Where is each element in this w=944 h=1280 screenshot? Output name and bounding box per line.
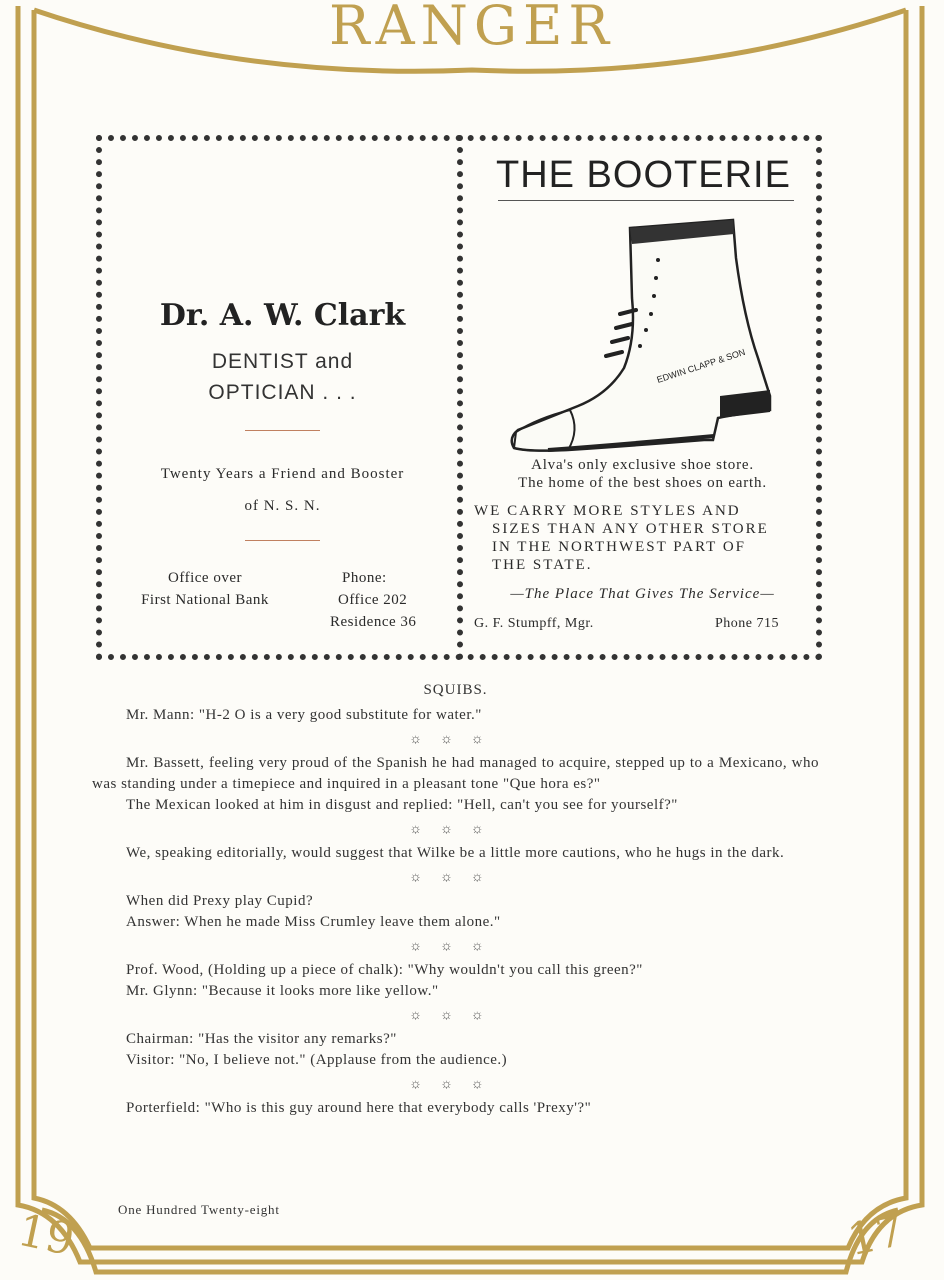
clark-friend-line2: of N. S. N. [244, 498, 321, 514]
squib-paragraph: We, speaking editorially, would suggest that Wilke be a little more cautions, who he hugs in the dark. [126, 845, 785, 861]
squib-paragraph: Prof. Wood, (Holding up a piece of chalk): "Why wouldn't you call this green?" [126, 962, 643, 978]
clark-rule-bottom [245, 540, 320, 541]
squib-paragraph: Chairman: "Has the visitor any remarks?" [126, 1031, 397, 1047]
shoe-brand-text: EDWIN CLAPP & SON [655, 346, 747, 385]
squib-paragraph: Visitor: "No, I believe not." (Applause from the audience.) [126, 1052, 508, 1068]
page-number-text: One Hundred Twenty-eight [118, 1202, 280, 1217]
booterie-carry-line2: SIZES THAN ANY OTHER STORE [492, 521, 769, 537]
squib-paragraph: Porterfield: "Who is this guy around here that everybody calls 'Prexy'?" [126, 1100, 592, 1116]
clark-office-line1: Office over [168, 570, 242, 586]
booterie-manager: G. F. Stumpff, Mgr. [474, 616, 594, 631]
booterie-tag-line1: Alva's only exclusive shoe store. [531, 457, 754, 473]
section-separator-stars: ☼☼☼ [409, 732, 502, 747]
squib-paragraph: Mr. Bassett, feeling very proud of the Spanish he had managed to acquire, stepped up to a Mexicano, who was standing under a timepiece and inquired in a pleasant tone "Que hora es?" [92, 755, 819, 792]
clark-office [120, 567, 290, 611]
clark-phone-label: Phone: [342, 570, 387, 586]
booterie-tag-line2: The home of the best shoes on earth. [518, 475, 767, 491]
clark-office-line2: First National Bank [141, 592, 269, 608]
squib-paragraph: Mr. Glynn: "Because it looks more like yellow." [126, 983, 439, 999]
clark-phone-office: Office 202 [338, 592, 408, 608]
boot-illustration-icon [508, 218, 778, 456]
clark-rule-top [245, 430, 320, 431]
year-left-text: 19 [13, 1204, 79, 1267]
section-separator-stars: ☼☼☼ [409, 870, 502, 885]
booterie-carry-text [474, 502, 814, 574]
booterie-title-rule [498, 200, 794, 201]
booterie-phone: Phone 715 [715, 616, 779, 631]
section-separator-stars: ☼☼☼ [409, 822, 502, 837]
clark-name: Dr. A. W. Clark [159, 298, 406, 333]
clark-phone [330, 567, 450, 633]
clark-friend-line1: Twenty Years a Friend and Booster [160, 466, 405, 482]
clark-title-line1: DENTIST and [211, 350, 354, 373]
squib-paragraph: Mr. Mann: "H-2 O is a very good substitute for water." [126, 707, 482, 723]
clark-friend-text [110, 458, 455, 522]
ad-block-divider [457, 135, 463, 660]
squibs-heading: SQUIBS. [423, 682, 488, 698]
masthead-title: RANGER [328, 0, 616, 57]
clark-phone-residence: Residence 36 [330, 614, 417, 630]
section-separator-stars: ☼☼☼ [409, 939, 502, 954]
booterie-carry-line1: WE CARRY MORE STYLES AND [474, 503, 741, 519]
squib-paragraph: Answer: When he made Miss Crumley leave them alone." [126, 914, 501, 930]
clark-title-line2: OPTICIAN . . . [208, 381, 357, 404]
booterie-tagline [470, 456, 815, 492]
booterie-title: THE BOOTERIE [496, 154, 791, 196]
squibs-section [92, 680, 819, 1119]
booterie-slogan: —The Place That Gives The Service— [510, 586, 775, 602]
year-right-text: 17 [843, 1204, 909, 1267]
section-separator-stars: ☼☼☼ [409, 1077, 502, 1092]
squib-paragraph: The Mexican looked at him in disgust and replied: "Hell, can't you see for yourself?" [126, 797, 678, 813]
booterie-carry-line4: THE STATE. [492, 557, 593, 573]
section-separator-stars: ☼☼☼ [409, 1008, 502, 1023]
clark-advertisement [110, 140, 455, 655]
clark-title [110, 346, 455, 408]
booterie-carry-line3: IN THE NORTHWEST PART OF [492, 539, 747, 555]
booterie-advertisement [470, 140, 815, 655]
squib-paragraph: When did Prexy play Cupid? [126, 893, 314, 909]
